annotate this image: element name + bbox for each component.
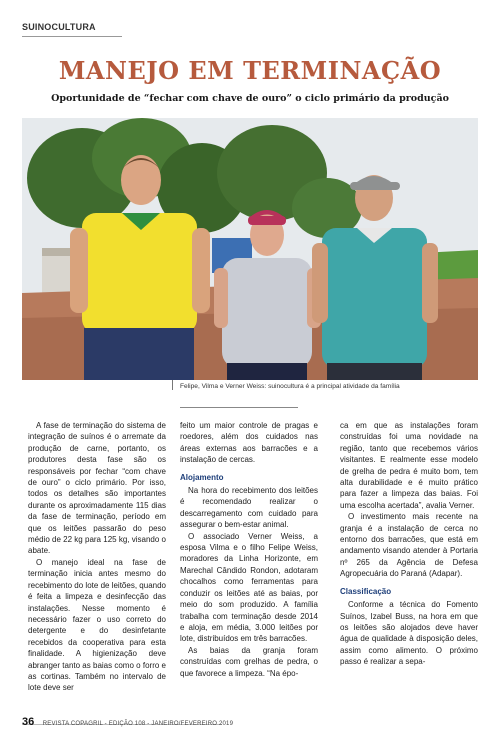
paragraph: Na hora do recebimento dos leitões é recomendado realizar o descarregamento com cuidado para assegurar o bem-estar animal. <box>180 486 318 530</box>
family-photo <box>22 118 478 380</box>
photo-caption: Felipe, Vilma e Verner Weiss: suinocultura é a principal atividade da família <box>180 383 400 390</box>
article-column-1 <box>28 420 166 694</box>
section-heading-alojamento: Alojamento <box>180 472 224 482</box>
family-photo-illustration <box>22 118 478 380</box>
paragraph: As baias da granja foram construídas com grelhas de pedra, o que favorece a limpeza. “Na épo- <box>180 645 318 678</box>
footer-publication: REVISTA COPAGRIL - EDIÇÃO 108 - JANEIRO/FEVEREIRO 2019 <box>42 721 234 727</box>
article-subtitle: Oportunidade de “fechar com chave de ouro” o ciclo primário da produção <box>51 93 449 104</box>
column-rule <box>180 407 298 408</box>
article-column-3 <box>340 420 478 668</box>
section-rule <box>22 36 122 37</box>
paragraph: O investimento mais recente na granja é a instalação de cerca no entorno dos barracões, que está em andamento visando atender à Portaria nº 265 da Agência de Defesa Agropecuária do Paraná (Adapar). <box>340 512 478 579</box>
section-heading-classificacao: Classificação <box>340 586 392 596</box>
page-number: 36 <box>22 716 35 728</box>
page-footer <box>22 712 233 730</box>
paragraph: O associado Verner Weiss, a esposa Vilma e o filho Felipe Weiss, moradores da Linha Horizonte, em Marechal Cândido Rondon, adotaram chocalhos como ferramentas para conduzir os leitões até as baias, por meio do som produzido. A família trabalha com terminação desde 2014 e aloja, em média, 3.000 leitões por lote, distribuídos em três barracões. <box>180 531 318 644</box>
paragraph: feito um maior controle de pragas e roedores, além dos cuidados nas áreas externas aos barracões e a instalação de cercas. <box>180 421 318 465</box>
caption-rule <box>172 380 173 390</box>
article-title: MANEJO EM TERMINAÇÃO <box>58 56 442 85</box>
paragraph: Conforme a técnica do Fomento Suínos, Izabel Buss, na hora em que os leitões são alojados deve haver água de qualidade à disposição deles, assim como alimento. O próximo passo é realizar a sepa- <box>340 600 478 667</box>
paragraph: O manejo ideal na fase de terminação inicia antes mesmo do recebimento do lote de leitões, quando é feita a limpeza e desinfecção das instalações. Nesse momento é necessário fazer o uso correto do detergente e do desinfetante recebidos da cooperativa para esta finalidade. A higienização deve abranger tanto as baias como o forro e as cortinas. Também no intervalo de lote deve ser <box>28 557 166 693</box>
article-column-2 <box>180 420 318 679</box>
section-label: SUINOCULTURA <box>22 22 96 32</box>
paragraph: ca em que as instalações foram construídas foi uma novidade na região, tanto que recebemos vários visitantes. E realmente esse modelo de grelha de pedra é muito bom, tem alta durabilidade e é muito prático para fazer a limpeza das baias. Foi uma escolha acertada”, avalia Verner. <box>340 421 478 510</box>
paragraph: A fase de terminação do sistema de integração de suínos é o arremate da produção de carne, portanto, os produtores desta fase são os responsáveis por fechar “com chave de ouro” o ciclo primário. Por isso, todos os detalhes são importantes durante os aproximadamente 115 dias da fase de terminação, período em que os leitões passarão do peso médio de 22 kg para 125 kg, visando o abate. <box>28 421 166 556</box>
